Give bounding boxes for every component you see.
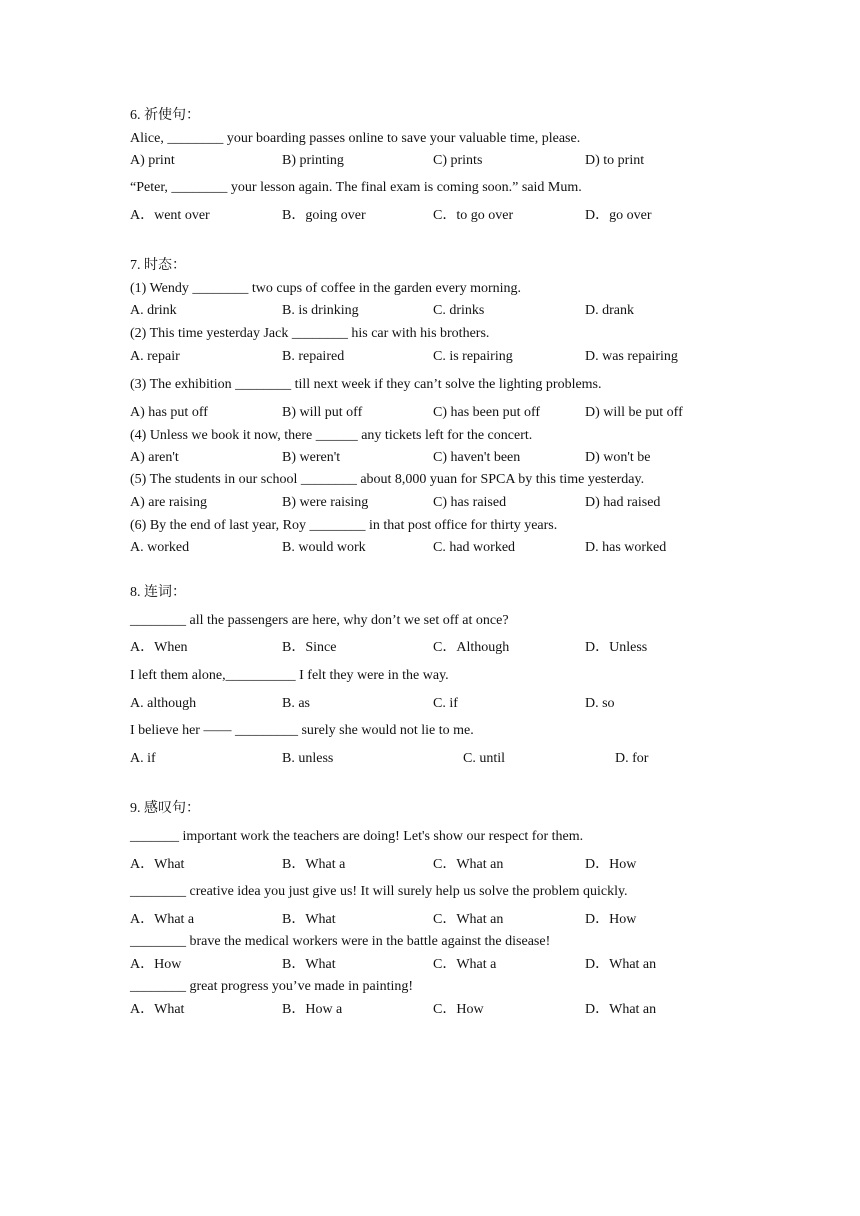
option-c: C. drinks <box>433 303 485 318</box>
option-d: D．Unless <box>585 640 648 655</box>
question-stem: “Peter, ________ your lesson again. The final exam is coming soon.” said Mum. <box>130 180 582 195</box>
section-heading: 6. 祈使句： <box>130 108 200 123</box>
options-row <box>0 1001 860 1019</box>
question-stem: I left them alone,__________ I felt they were in the way. <box>130 668 449 683</box>
option-b: B．What <box>282 957 336 972</box>
option-d: D．How <box>585 857 637 872</box>
section-heading: 7. 时态： <box>130 258 186 273</box>
option-c: C．How <box>433 1002 484 1017</box>
option-c: C．What an <box>433 857 504 872</box>
option-d: D．How <box>585 912 637 927</box>
option-c: C) has raised <box>433 495 507 510</box>
option-c: C) haven't been <box>433 450 521 465</box>
options-row <box>0 302 860 320</box>
option-a: A) aren't <box>130 450 179 465</box>
option-b: B. unless <box>282 751 334 766</box>
question-stem: ________ brave the medical workers were in the battle against the disease! <box>130 934 551 949</box>
option-d: D) will be put off <box>585 405 683 420</box>
option-b: B. repaired <box>282 349 345 364</box>
question-stem: _______ important work the teachers are doing! Let's show our respect for them. <box>130 829 584 844</box>
options-row <box>0 494 860 512</box>
option-c: C. if <box>433 696 458 711</box>
options-row <box>0 956 860 974</box>
question-stem: ________ creative idea you just give us! It will surely help us solve the problem quickly. <box>130 884 628 899</box>
option-b: B．What <box>282 912 336 927</box>
option-a: A．What <box>130 1002 185 1017</box>
option-c: C. until <box>463 751 506 766</box>
section-heading: 9. 感叹句： <box>130 801 200 816</box>
option-c: C．What a <box>433 957 497 972</box>
option-d: D．go over <box>585 208 652 223</box>
options-row <box>0 207 860 225</box>
option-a: A. although <box>130 696 197 711</box>
option-d: D. has worked <box>585 540 667 555</box>
section-heading: 8. 连词： <box>130 585 186 600</box>
option-d: D) had raised <box>585 495 661 510</box>
option-a: A) print <box>130 153 175 168</box>
option-b: B．going over <box>282 208 366 223</box>
option-d: D) to print <box>585 153 645 168</box>
options-row <box>0 856 860 874</box>
option-a: A．How <box>130 957 182 972</box>
option-c: C. had worked <box>433 540 516 555</box>
options-row <box>0 539 860 557</box>
question-stem: I believe her —— _________ surely she would not lie to me. <box>130 723 474 738</box>
question-stem: (5) The students in our school ________ about 8,000 yuan for SPCA by this time yesterday. <box>130 472 645 487</box>
option-c: C．to go over <box>433 208 514 223</box>
option-a: A) are raising <box>130 495 207 510</box>
options-row <box>0 449 860 467</box>
options-row <box>0 348 860 366</box>
option-d: D．What an <box>585 1002 657 1017</box>
option-c: C．Although <box>433 640 510 655</box>
option-c: C. is repairing <box>433 349 513 364</box>
question-stem: (1) Wendy ________ two cups of coffee in the garden every morning. <box>130 281 522 296</box>
option-b: B. would work <box>282 540 366 555</box>
option-a: A．went over <box>130 208 210 223</box>
option-a: A. if <box>130 751 156 766</box>
option-d: D) won't be <box>585 450 651 465</box>
options-row <box>0 639 860 657</box>
question-stem: (4) Unless we book it now, there ______ any tickets left for the concert. <box>130 428 533 443</box>
option-d: D. drank <box>585 303 634 318</box>
option-b: B) will put off <box>282 405 363 420</box>
option-a: A．When <box>130 640 188 655</box>
option-c: C) has been put off <box>433 405 541 420</box>
option-d: D．What an <box>585 957 657 972</box>
question-stem: ________ great progress you’ve made in painting! <box>130 979 414 994</box>
question-stem: (6) By the end of last year, Roy ________ in that post office for thirty years. <box>130 518 558 533</box>
option-b: B．How a <box>282 1002 343 1017</box>
option-c: C) prints <box>433 153 483 168</box>
option-a: A．What a <box>130 912 195 927</box>
option-b: B．Since <box>282 640 337 655</box>
option-b: B) printing <box>282 153 344 168</box>
options-row <box>0 750 860 768</box>
options-row <box>0 152 860 170</box>
option-b: B．What a <box>282 857 346 872</box>
option-c: C．What an <box>433 912 504 927</box>
option-a: A. repair <box>130 349 180 364</box>
option-a: A) has put off <box>130 405 208 420</box>
option-d: D. was repairing <box>585 349 678 364</box>
option-a: A. worked <box>130 540 190 555</box>
question-stem: Alice, ________ your boarding passes online to save your valuable time, please. <box>130 131 581 146</box>
options-row <box>0 911 860 929</box>
option-a: A．What <box>130 857 185 872</box>
option-b: B. as <box>282 696 310 711</box>
question-stem: (3) The exhibition ________ till next week if they can’t solve the lighting problems. <box>130 377 602 392</box>
option-b: B. is drinking <box>282 303 359 318</box>
option-b: B) weren't <box>282 450 341 465</box>
options-row <box>0 404 860 422</box>
option-d: D. for <box>615 751 649 766</box>
question-stem: (2) This time yesterday Jack ________ his car with his brothers. <box>130 326 490 341</box>
option-b: B) were raising <box>282 495 369 510</box>
options-row <box>0 695 860 713</box>
option-a: A. drink <box>130 303 177 318</box>
option-d: D. so <box>585 696 615 711</box>
question-stem: ________ all the passengers are here, why don’t we set off at once? <box>130 613 509 628</box>
